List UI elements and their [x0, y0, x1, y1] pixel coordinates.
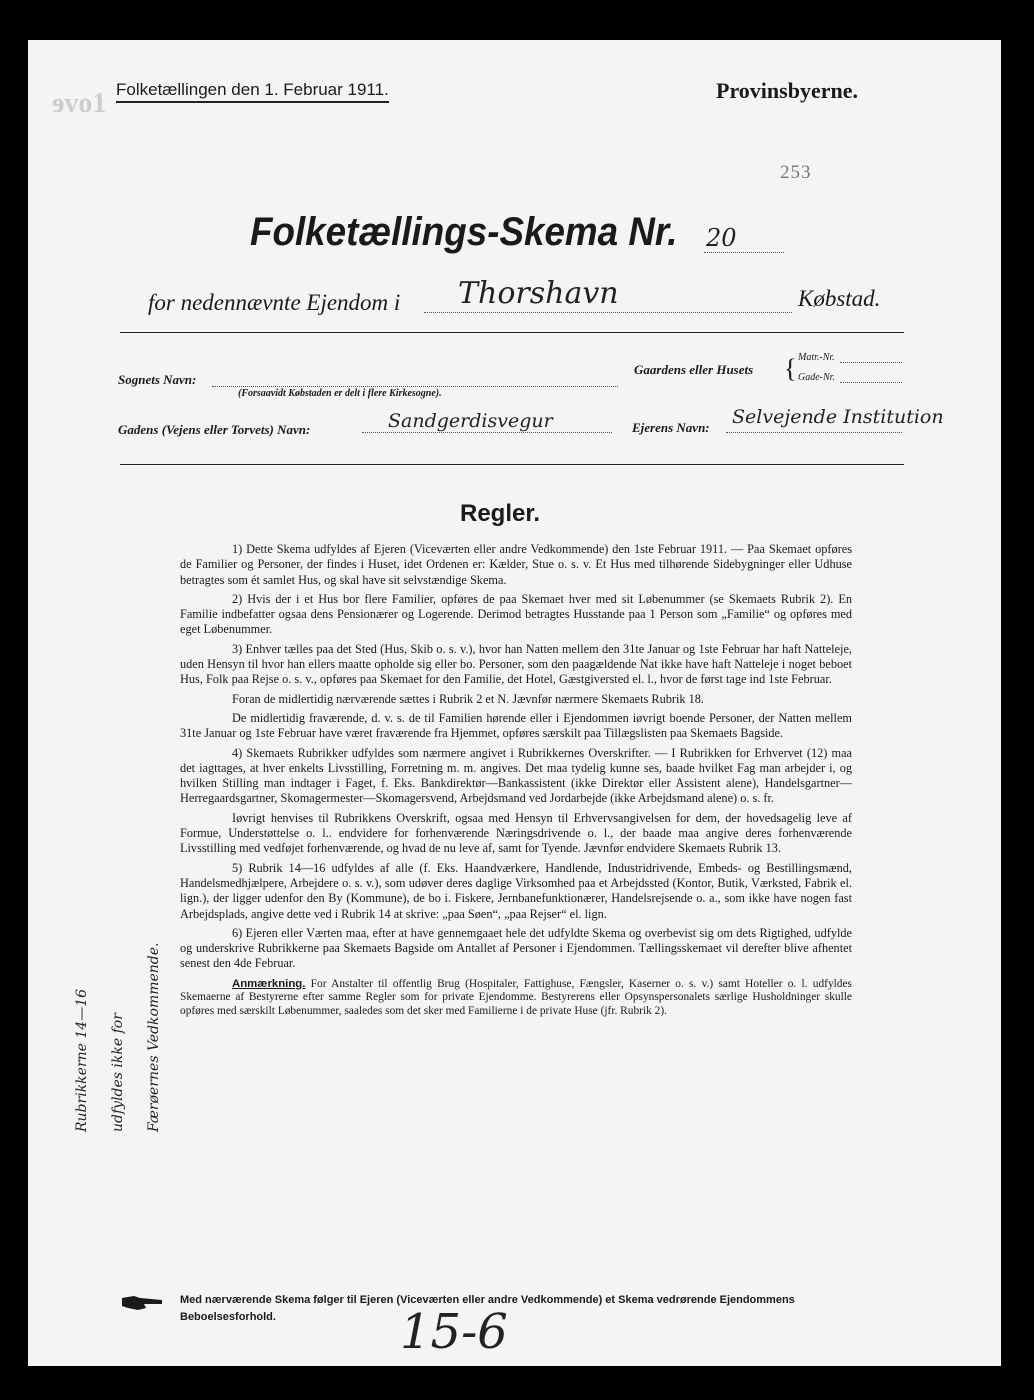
kobstad-label: Købstad. — [798, 286, 881, 311]
note-paragraph — [180, 978, 852, 1019]
census-title: Folketællingen den 1. Februar 1911. — [116, 80, 389, 103]
note-text: For Anstalter til offentlig Brug (Hospitaler, Fattighuse, Fængsler, Kaserner o. s. v.) samt Hoteller o. l. udfyldes Skemaerne af Bestyrerne efter samme Regler som for private Ejendomme. Bestyrerens eller Opsynspersonalets særlige Husholdninger skulle opføres med særskilt Løbenummer, saaledes som det sker med Familierne i de private Huse (jfr. Rubrik 2). — [180, 977, 852, 1017]
rule-paragraph: 2) Hvis der i et Hus bor flere Familier, opføres de paa Skemaet hver med sit Løbenummer (se Skemaets Rubrik 2). En Familie indbefatter ogsaa dens Pensionærer og Logerende. Derimod betragtes Husstande paa 1 Person som „Familie“ og opføres med eget Løbenummer. — [180, 591, 852, 637]
owner-line — [726, 432, 902, 433]
note-label: Anmærkning. — [232, 977, 306, 990]
matr-line — [840, 362, 902, 363]
for-property-label: for nedennævnte Ejendom i — [148, 290, 401, 315]
gade-line — [840, 382, 902, 383]
footer-notice: Med nærværende Skema følger til Ejeren (Viceværten eller andre Vedkommende) et Skema vedrørende Ejendommens Beboelsesforhold. — [180, 1294, 795, 1323]
region-label: Provinsbyerne. — [716, 78, 858, 103]
page-number: 253 — [780, 162, 812, 183]
form-title: Folketællings-Skema Nr. — [250, 210, 678, 254]
town-line — [424, 312, 792, 313]
side-note-line: udfyldes ikke for — [110, 1013, 126, 1132]
rules-body — [180, 542, 852, 1022]
rule-paragraph: 5) Rubrik 14—16 udfyldes af alle (f. Eks. Haandværkere, Handlende, Industridrivende, Embeds- og Bestillingsmænd, Handelsmedhjælpere, Arbejdere o. s. v.), som udøver deres daglige Virksomhed paa et Arbejdssted (Kontor, Butik, Værksted, Fabrik el. lign.), der ligger udenfor den By (Kommune), de bo i. Fiskere, Jernbanefunktionærer, Handelsrejsende o. a., som ikke have nogen fast Arbejdsplads, angive dette ved i Rubrik 14 at skrive: „paa Søen“, „paa Rejser“ el. lign. — [180, 860, 852, 921]
side-note-line: Færøernes Vedkommende. — [146, 942, 162, 1132]
faint-stamp: ɘvo1 — [52, 88, 107, 119]
side-note — [64, 852, 172, 1132]
brace: { — [784, 354, 797, 383]
town-name: Thorshavn — [458, 276, 619, 311]
rule-paragraph: 1) Dette Skema udfyldes af Ejeren (Viceværten eller andre Vedkommende) den 1ste Februar 1911. — Paa Skemaet opføres de Familier og Personer, der findes i Huset, idet Ordenen er: Kælder, Stue o. s. v. Et Hus med tilhørende Sidebygninger eller Udhuse betragtes som ét samlet Hus, og skal have sit selvstændige Skema. — [180, 542, 852, 587]
owner-label: Ejerens Navn: — [632, 420, 710, 435]
rule-paragraph: 6) Ejeren eller Værten maa, efter at have gennemgaaet hele det udfyldte Skema og overbevist sig om dets Rigtighed, udfylde og underskrive Rubrikkerne paa Skemaets Bagside om Antallet af Personer i Ejendommen. Tællingsskemaet vil derefter blive afhentet senest den 4de Februar. — [180, 925, 852, 971]
census-form-page — [28, 40, 1001, 1366]
house-label: Gaardens eller Husets — [634, 362, 754, 377]
handwritten-number: 15-6 — [400, 1304, 508, 1360]
parish-note: (Forsaavidt Købstaden er delt i flere Kirkesogne). — [238, 388, 442, 399]
pointing-hand-icon — [120, 1292, 166, 1314]
gade-label: Gade-Nr. — [798, 372, 835, 383]
owner-value: Selvejende Institution — [732, 406, 944, 428]
rule-paragraph: 3) Enhver tælles paa det Sted (Hus, Skib o. s. v.), hvor han Natten mellem den 31te Januar og 1ste Februar har haft Natteleje, uden Hensyn til hvor han ellers maatte opholde sig eller bo. Personer, som den paagældende Nat ikke have haft Natteleje i noget beboet Hus, Folk paa Rejse o. s. v., opføres paa Skemaet for den Familie, det Hotel, Gæstgiversted el. l., hvor de først tage ind 1ste Februar. — [180, 641, 852, 687]
rule-paragraph: Iøvrigt henvises til Rubrikkens Overskrift, ogsaa med Hensyn til Erhvervsangivelsen for dem, der hovedsagelig leve af Formue, Understøttelse o. l.. endvidere for forhenværende Næringsdrivende o. l., der baade maa angive deres forhenværende Livsstilling med vedføjet forhenværende, og hvad de nu leve af, samt for Tyende. Jævnfør endvidere Skemaets Rubrik 13. — [180, 810, 852, 856]
side-note-line: Rubrikkerne 14—16 — [74, 988, 90, 1132]
rule-paragraph: Foran de midlertidig nærværende sættes i Rubrik 2 et N. Jævnfør nærmere Skemaets Rubrik 18. — [232, 691, 705, 706]
schema-number-line — [704, 252, 784, 253]
divider-bottom — [120, 464, 904, 465]
street-label: Gadens (Vejens eller Torvets) Navn: — [118, 422, 311, 437]
rule-paragraph: De midlertidig fraværende, d. v. s. de til Familien hørende eller i Ejendommen iøvrigt boende Personer, der Natten mellem 31te Januar og 1ste Februar have været fraværende fra Hjemmet, opføres særskilt paa Tillægslisten paa Skemaets Bagside. — [180, 710, 852, 741]
matr-label: Matr.-Nr. — [798, 352, 835, 363]
divider-top — [120, 332, 904, 333]
parish-label: Sognets Navn: — [118, 372, 197, 387]
street-line — [362, 432, 612, 433]
rule-paragraph: 4) Skemaets Rubrikker udfyldes som nærmere angivet i Rubrikkernes Overskrifter. — I Rubrikken for Erhvervet (12) maa det iagttages, at hver enkelts Livsstilling, Forretning m. m. angives. Det maa tydelig kunne ses, baade hvilket Fag man arbejder i, og hvilken Stilling man indtager i Faget, f. Eks. Bankdirektør—Bankassistent (ikke Direktør eller Assistent alene), Handelsgartner—Herregaardsgartner, Skomagermester—Skomagersvend, Arbejdsmand ved Jordarbejde (ikke Arbejdsmand alene) o. s. fr. — [180, 745, 852, 806]
schema-number: 20 — [706, 224, 737, 252]
street-value: Sandgerdisvegur — [388, 410, 553, 432]
parish-line — [212, 386, 618, 387]
rules-title: Regler. — [460, 500, 541, 527]
